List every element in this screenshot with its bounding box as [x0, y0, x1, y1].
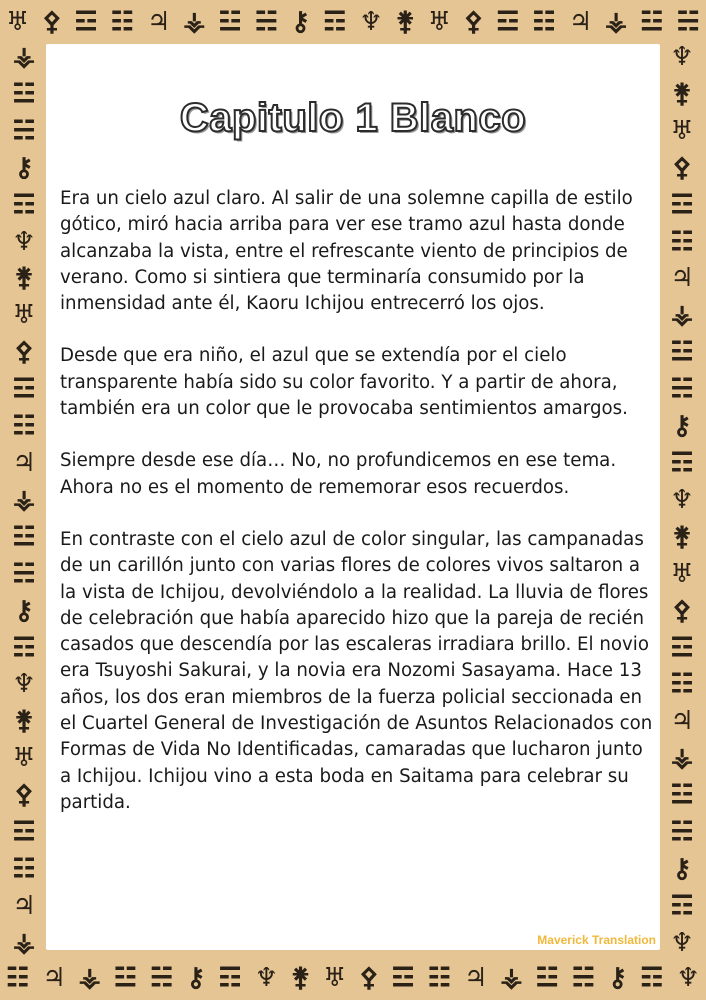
border-ornament-icon: ♅	[670, 115, 694, 146]
border-ornament-icon: ☲	[12, 817, 36, 848]
border-ornament-icon: ⚶	[12, 484, 36, 515]
border-ornament-icon: ♆	[12, 226, 36, 257]
border-ornament-icon: ☳	[670, 337, 694, 368]
border-ornament-icon: ☵	[150, 963, 174, 993]
border-ornament-icon: ⚵	[672, 78, 692, 109]
border-ornament-icon: ☷	[532, 7, 556, 37]
border-ornament-icon: ☶	[670, 447, 694, 478]
border-ornament-icon: ⚵	[291, 963, 311, 993]
border-ornament-icon: ♃	[12, 447, 36, 478]
border-ornament-icon: ⚶	[670, 743, 694, 774]
border-ornament-icon: ⚴	[14, 337, 34, 368]
border-ornament-icon: ☵	[12, 115, 36, 146]
border-ornament-icon: ☶	[323, 7, 347, 37]
border-ornament-icon: ♃	[670, 706, 694, 737]
border-ornament-icon: ♅	[670, 558, 694, 589]
paragraph-4: En contraste con el cielo azul de color singular, las campanadas de un carillón junto con varias flores de colores vivos saltaron a la vista de Ichijou, devolviéndolo a la realidad. La lluvia de flores de celebración que había aparecido hizo que la pareja de recién casados que descendía por las escaleras irradiara brillo. El novio era Tsuyoshi Sakurai, y la novia era Nozomi Sasayama. Hace 13 años, los dos eran miembros de la fuerza policial seccionada en el Cuartel General de Investigación de Asuntos Relacionados con Formas de Vida No Identificadas, camaradas que lucharon junto a Ichijou. Ichijou vino a esta boda en Saitama para celebrar su partida.	[60, 528, 653, 813]
chapter-title: Capitulo 1 Blanco	[179, 96, 527, 140]
border-ornament-icon: ⚷	[608, 963, 628, 993]
border-ornament-icon: ⚵	[14, 263, 34, 294]
border-ornament-icon: ☳	[12, 78, 36, 109]
border-ornament-icon: ☶	[670, 890, 694, 921]
border-ornament-icon: ⚴	[464, 7, 484, 37]
border-ornament-icon: ☶	[12, 632, 36, 663]
paragraph-2: Desde que era niño, el azul que se extendía por el cielo transparente había sido su color favorito. Y a partir de ahora, también era un color que le provocaba sentimientos amargos.	[60, 345, 628, 420]
border-ornament-icon: ☷	[12, 411, 36, 442]
border-ornament-icon: ⚴	[14, 780, 34, 811]
border-ornament-icon: ⚶	[78, 963, 101, 993]
border-ornament-icon: ♃	[42, 963, 66, 993]
border-ornament-icon: ♅	[6, 7, 30, 37]
border-ornament-icon: ☵	[571, 963, 596, 993]
border-ornament-icon: ⚷	[672, 853, 692, 884]
border-ornament-icon: ☵	[670, 374, 694, 405]
border-ornament-icon: ☷	[12, 853, 36, 884]
border-ornament-icon: ♆	[254, 963, 279, 993]
border-ornament-icon: ⚶	[12, 42, 36, 72]
border-ornament-icon: ♃	[146, 7, 171, 37]
translator-credit: Maverick Translation	[537, 933, 656, 947]
border-ornament-icon: ⚴	[672, 152, 692, 183]
border-ornament-icon: ♆	[12, 669, 36, 700]
border-ornament-icon: ⚷	[291, 7, 311, 37]
border-left	[4, 44, 44, 956]
border-ornament-icon: ☷	[110, 7, 134, 37]
border-ornament-icon: ☲	[670, 189, 694, 220]
border-ornament-icon: ⚷	[14, 595, 34, 626]
border-ornament-icon: ⚴	[672, 595, 692, 626]
border-ornament-icon: ☳	[670, 780, 694, 811]
border-ornament-icon: ☲	[670, 632, 694, 663]
border-ornament-icon: ⚷	[186, 963, 206, 993]
border-ornament-icon: ☵	[670, 817, 694, 848]
border-ornament-icon: ♃	[670, 263, 694, 294]
border-ornament-icon: ☷	[670, 669, 694, 700]
text-panel	[46, 44, 660, 950]
border-ornament-icon: ⚴	[359, 963, 379, 993]
border-ornament-icon: ☳	[218, 7, 242, 37]
border-ornament-icon: ☲	[391, 963, 415, 993]
border-ornament-icon: ☳	[640, 7, 664, 37]
border-ornament-icon: ♆	[670, 927, 694, 958]
border-ornament-icon: ☶	[218, 963, 242, 993]
border-ornament-icon: ☷	[427, 963, 452, 993]
border-ornament-icon: ♅	[12, 300, 36, 331]
border-ornament-icon: ☵	[676, 7, 700, 37]
border-ornament-icon: ☳	[535, 963, 559, 993]
border-ornament-icon: ☲	[12, 374, 36, 405]
border-ornament-icon: ⚷	[672, 411, 692, 442]
paragraph-1: Era un cielo azul claro. Al salir de una solemne capilla de estilo gótico, miró hacia arriba para ver ese tramo azul hasta donde alcanzaba la vista, entre el refrescante viento de principios de verano. Como si sintiera que terminaría consumido por la inmensidad ante él, Kaoru Ichijou entrecerró los ojos.	[60, 188, 633, 315]
border-ornament-icon: ☳	[113, 963, 138, 993]
border-ornament-icon: ☵	[12, 558, 36, 589]
border-right	[662, 44, 702, 956]
border-ornament-icon: ♆	[670, 484, 694, 515]
border-ornament-icon: ☲	[496, 7, 520, 37]
border-ornament-icon: ⚶	[183, 7, 206, 37]
border-ornament-icon: ☲	[74, 7, 98, 37]
paragraph-3: Siempre desde ese día… No, no profundicemos en ese tema. Ahora no es el momento de rememorar esos recuerdos.	[60, 450, 617, 498]
border-ornament-icon: ⚵	[14, 706, 34, 737]
border-ornament-icon: ⚶	[605, 7, 628, 37]
border-ornament-icon: ♅	[427, 7, 452, 37]
border-ornament-icon: ♅	[323, 963, 347, 993]
border-ornament-icon: ☶	[12, 189, 36, 220]
border-ornament-icon: ♅	[12, 743, 36, 774]
border-ornament-icon: ☷	[6, 963, 30, 993]
border-ornament-icon: ⚶	[12, 927, 36, 958]
border-ornament-icon: ♃	[568, 7, 593, 37]
border-ornament-icon: ♆	[670, 42, 694, 72]
border-ornament-icon: ⚶	[670, 300, 694, 331]
border-ornament-icon: ♆	[676, 963, 700, 993]
border-ornament-icon: ☵	[254, 7, 279, 37]
border-ornament-icon: ⚴	[42, 7, 62, 37]
chapter-body	[60, 186, 656, 842]
border-bottom	[6, 958, 700, 998]
border-ornament-icon: ⚵	[395, 7, 415, 37]
border-ornament-icon: ♆	[359, 7, 383, 37]
border-ornament-icon: ☷	[670, 226, 694, 257]
border-ornament-icon: ♃	[464, 963, 488, 993]
border-ornament-icon: ⚷	[14, 152, 34, 183]
border-top	[6, 2, 700, 42]
border-ornament-icon: ⚶	[500, 963, 523, 993]
border-ornament-icon: ☶	[640, 963, 664, 993]
border-ornament-icon: ☳	[12, 521, 36, 552]
border-ornament-icon: ⚵	[672, 521, 692, 552]
border-ornament-icon: ♃	[12, 890, 36, 921]
